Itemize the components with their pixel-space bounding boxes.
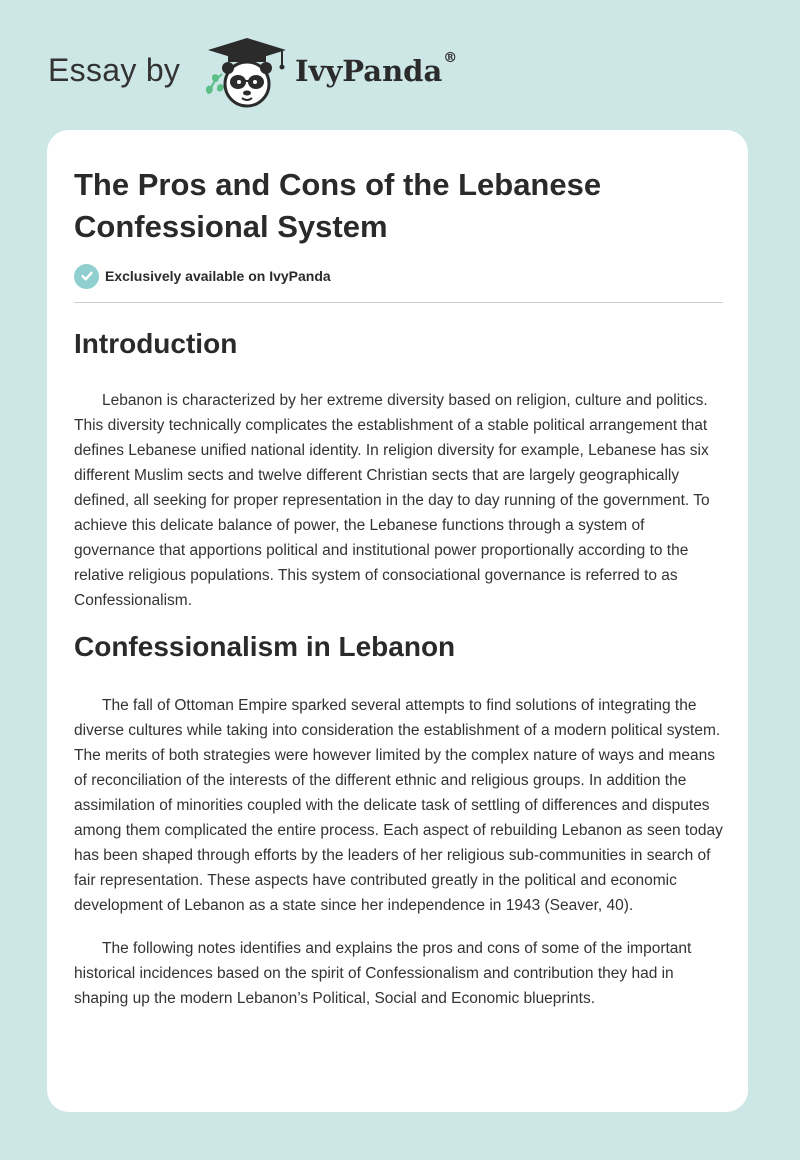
divider xyxy=(74,302,723,303)
essay-title: The Pros and Cons of the Lebanese Confessional System xyxy=(74,167,602,244)
ivypanda-logo-icon[interactable] xyxy=(202,34,292,110)
paragraph: The fall of Ottoman Empire sparked several attempts to find solutions of integrating the diverse cultures while taking into consideration the establishment of a modern political system. The merits of both strategies were however limited by the complex nature of ways and means of reconciliation of the interests of the different ethnic and religious groups. In addition the assimilation of minorities coupled with the delicate task of settling of differences and disputes among them complicated the entire process. Each aspect of rebuilding Lebanon as seen today has been shaped through efforts by the leaders of her religious sub-communities in search of fair representation. These aspects have contributed greatly in the political and economic development of Lebanon as a state since her independence in 1943 (Seaver, 40). xyxy=(74,697,723,914)
essay-body xyxy=(74,322,726,1011)
brand-name[interactable]: IvyPanda® xyxy=(295,50,458,88)
exclusive-badge-label: Exclusively available on IvyPanda xyxy=(105,268,331,284)
essay-card xyxy=(47,130,748,1112)
essay-by-label: Essay by xyxy=(48,52,181,88)
site-header xyxy=(48,34,508,114)
registered-mark: ® xyxy=(443,50,458,66)
check-icon xyxy=(74,264,99,289)
section-heading-introduction: Introduction xyxy=(74,328,238,359)
exclusive-badge xyxy=(74,264,331,288)
paragraph: The following notes identifies and explains the pros and cons of some of the important historical incidences based on the spirit of Confessionalism and contribution they had in shaping up the modern Lebanon’s Political, Social and Economic blueprints. xyxy=(74,940,692,1007)
paragraph: Lebanon is characterized by her extreme diversity based on religion, culture and politics. This diversity technically complicates the establishment of a stable political arrangement that defines Lebanese unified national identity. In religion diversity for example, Lebanese has six different Muslim sects and twelve different Christian sects that are largely geographically defined, all seeking for proper representation in the day to day running of the government. To achieve this delicate balance of power, the Lebanese functions through a system of governance that apportions political and institutional power proportionally according to the relative religious populations. This system of consociational governance is referred to as Confessionalism. xyxy=(74,392,710,609)
section-heading-confessionalism: Confessionalism in Lebanon xyxy=(74,631,456,662)
